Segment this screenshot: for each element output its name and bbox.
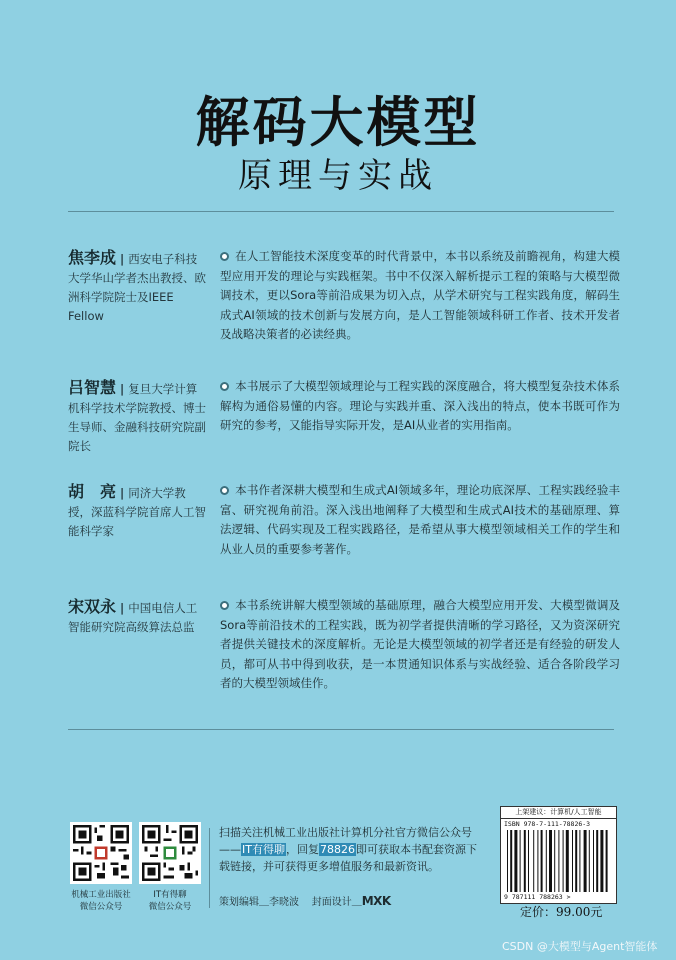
- author-block: 宋双永 | 中国电信人工智能研究院高级算法总监: [68, 597, 198, 634]
- price-label: 定价：99.00元: [520, 905, 603, 919]
- bullet-icon: [220, 601, 229, 610]
- design-logo: MXK: [361, 894, 391, 908]
- qr-caption: IT有得聊 微信公众号: [148, 890, 192, 912]
- shelf-category: 上架建议：计算机/人工智能: [501, 807, 616, 819]
- paragraph-text: 本书系统讲解大模型领域的基础原理，融合大模型应用开发、大模型微调及Sora等前沿技术的工程实践，既为初学者提供清晰的学习路径，又为资深研究者提供关键技术的深度解析。无论是大模型领域的初学者还是有经验的研发人员，都可从书中得到收获，是一本贯通知识体系与实战经验、适合各阶段学习者的大模型领域佳作。: [220, 598, 620, 690]
- wechat-promo-text: 扫描关注机械工业出版社计算机分社官方微信公众号——IT有得聊，回复78826即可获取本书配套资源下载链接，并可获得更多增值服务和最新资讯。: [219, 826, 477, 873]
- divider-top: [68, 211, 614, 212]
- barcode-panel: [500, 806, 617, 904]
- description-paragraph: [220, 377, 620, 436]
- author-name: 焦李成: [68, 248, 117, 267]
- author-bio: 复旦大学计算机科学技术学院教授、博士生导师、金融科技研究院副院长: [68, 382, 206, 453]
- book-title: 解码大模型: [195, 91, 481, 154]
- author-block: 胡 亮 | 同济大学教授，深蓝科学院首席人工智能科学家: [68, 482, 206, 538]
- author-name: 吕智慧: [68, 378, 117, 397]
- highlight-account: IT有得聊: [242, 843, 285, 856]
- barcode-icon: [507, 830, 610, 892]
- qr-caption: 机械工业出版社 微信公众号: [71, 890, 131, 912]
- isbn-label: ISBN 978-7-111-78826-3: [504, 820, 591, 828]
- watermark-text: CSDN @大模型与Agent智能体: [502, 940, 658, 953]
- author-name: 胡 亮: [68, 482, 117, 501]
- bullet-icon: [220, 382, 229, 391]
- qr-code-icon: [139, 822, 201, 884]
- author-name: 宋双永: [68, 597, 117, 616]
- description-paragraph: [220, 247, 620, 345]
- highlight-code: 78826: [319, 843, 355, 856]
- author-bio: 中国电信人工智能研究院高级算法总监: [68, 601, 198, 634]
- description-paragraph: [220, 481, 620, 559]
- paragraph-text: 本书作者深耕大模型和生成式AI领域多年，理论功底深厚、工程实践经验丰富、研究视角前沿。深入浅出地阐释了大模型和生成式AI技术的基础原理、算法逻辑、代码实现及工程实践路径，是希望从事大模型领域相关工作的学生和从业人员的重要参考著作。: [220, 483, 620, 556]
- book-subtitle: 原理与实战: [238, 156, 438, 196]
- paragraph-text: 本书展示了大模型领域理论与工程实践的深度融合，将大模型复杂技术体系解构为通俗易懂的内容。理论与实践并重、深入浅出的特点，使本书既可作为研究的参考，又能指导实际开发，是AI从业者的实用指南。: [220, 379, 620, 432]
- author-bio: 同济大学教授，深蓝科学院首席人工智能科学家: [68, 486, 206, 538]
- author-block: 吕智慧 | 复旦大学计算机科学技术学院教授、博士生导师、金融科技研究院副院长: [68, 378, 206, 453]
- qr-code-icon: [70, 822, 132, 884]
- bullet-icon: [220, 252, 229, 261]
- credits-line: [219, 893, 391, 908]
- description-paragraph: [220, 596, 620, 694]
- footer-divider: [209, 828, 210, 908]
- editor-credit: 策划编辑＿李晓波: [219, 897, 299, 908]
- author-block: 焦李成 | 西安电子科技大学华山学者杰出教授、欧洲科学院院士及IEEE Fellow: [68, 248, 206, 323]
- design-credit: 封面设计＿: [311, 897, 362, 908]
- divider-bottom: [68, 729, 614, 730]
- barcode-number: 9 787111 788263 >: [504, 893, 571, 901]
- bullet-icon: [220, 486, 229, 495]
- paragraph-text: 在人工智能技术深度变革的时代背景中，本书以系统及前瞻视角，构建大模型应用开发的理论与实践框架。书中不仅深入解析提示工程的策略与大模型微调技术，更以Sora等前沿成果为切入点，从学术研究与工程实践角度，解码生成式AI领域的技术创新与发展方向，是人工智能领域科研工作者、技术开发者及战略决策者的必读经典。: [220, 249, 620, 341]
- author-bio: 西安电子科技大学华山学者杰出教授、欧洲科学院院士及IEEE Fellow: [68, 252, 206, 323]
